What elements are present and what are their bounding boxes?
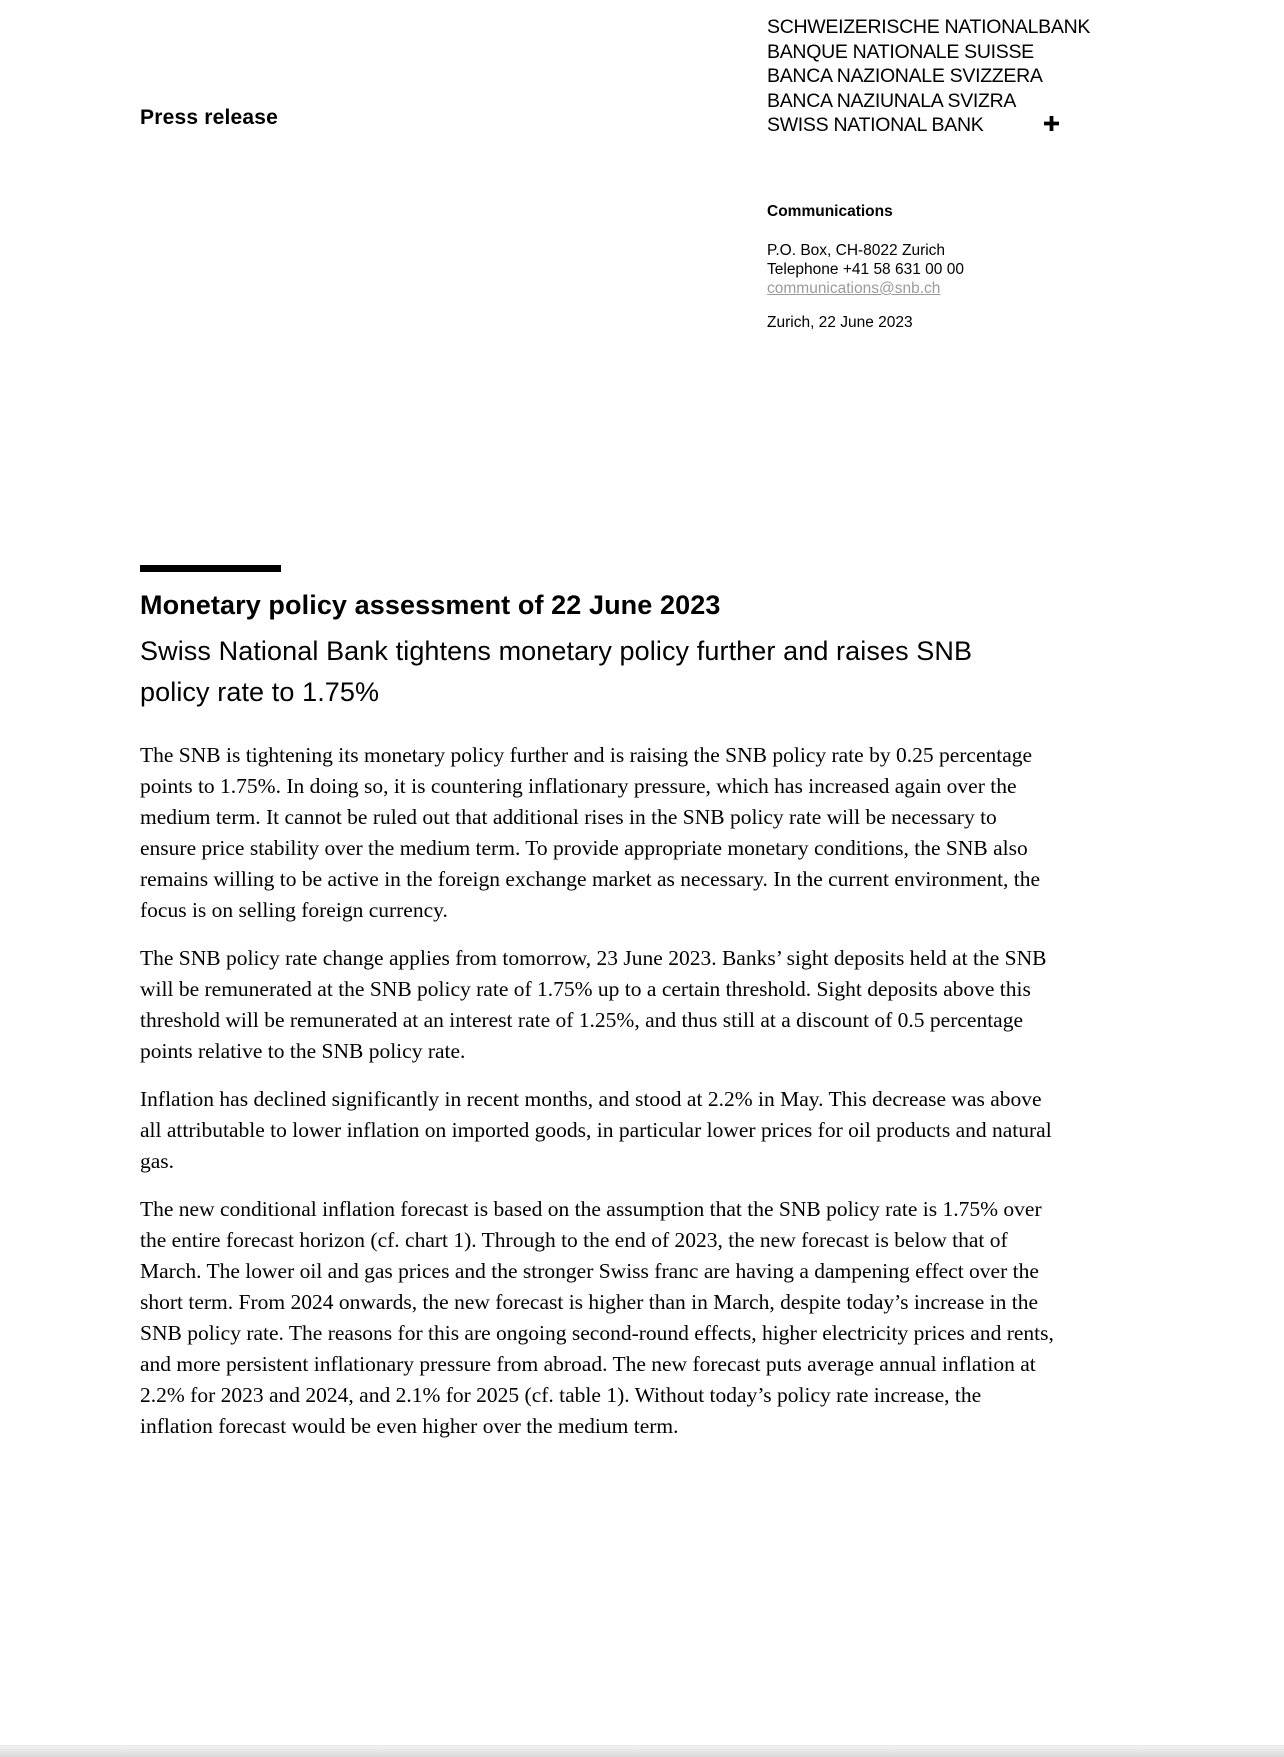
- article-body: [140, 740, 1055, 1459]
- press-release-label: Press release: [140, 106, 279, 129]
- contact-address-block: [767, 241, 964, 298]
- article-subtitle: Swiss National Bank tightens monetary policy further and raises SNB policy rate to 1.75%: [140, 636, 973, 707]
- title-accent-bar: [140, 565, 281, 572]
- address-pobox: P.O. Box, CH-8022 Zurich: [767, 242, 946, 259]
- article-title: Monetary policy assessment of 22 June 2023: [140, 590, 721, 620]
- dateline: Zurich, 22 June 2023: [767, 314, 913, 331]
- page-bottom-edge: [0, 1745, 1284, 1757]
- swiss-cross-icon: [1044, 113, 1059, 138]
- communications-heading: Communications: [767, 203, 893, 220]
- body-paragraph-2: The SNB policy rate change applies from tomorrow, 23 June 2023. Banks’ sight deposits held at the SNB will be remunerated at the SNB policy rate of 1.75% up to a certain threshold. Sight deposits above this threshold will be remunerated at an interest rate of 1.25%, and thus still at a discount of 0.5 percentage points relative to the SNB policy rate.: [140, 946, 1047, 1063]
- logo-line-fr: BANQUE NATIONALE SUISSE: [767, 40, 1034, 63]
- body-paragraph-4: The new conditional inflation forecast is based on the assumption that the SNB policy rate is 1.75% over the entire forecast horizon (cf. chart 1). Through to the end of 2023, the new forecast is below that of March. The lower oil and gas prices and the stronger Swiss franc are having a dampening effect over the short term. From 2024 onwards, the new forecast is higher than in March, despite today’s increase in the SNB policy rate. The reasons for this are ongoing second-round effects, higher electricity prices and rents, and more persistent inflationary pressure from abroad. The new forecast puts average annual inflation at 2.2% for 2023 and 2024, and 2.1% for 2025 (cf. table 1). Without today’s policy rate increase, the inflation forecast would be even higher over the medium term.: [140, 1197, 1054, 1438]
- communications-email-link[interactable]: communications@snb.ch: [767, 280, 941, 297]
- logo-line-de: SCHWEIZERISCHE NATIONALBANK: [767, 16, 1091, 38]
- logo-line-en: SWISS NATIONAL BANK: [767, 114, 984, 136]
- address-telephone: Telephone +41 58 631 00 00: [767, 261, 964, 278]
- logo-line-rm: BANCA NAZIUNALA SVIZRA: [767, 89, 1017, 112]
- logo-line-it: BANCA NAZIONALE SVIZZERA: [767, 65, 1043, 87]
- body-paragraph-3: Inflation has declined significantly in recent months, and stood at 2.2% in May. This decrease was above all attributable to lower inflation on imported goods, in particular lower prices for oil products and natural gas.: [140, 1087, 1052, 1173]
- body-paragraph-1: The SNB is tightening its monetary policy further and is raising the SNB policy rate by 0.25 percentage points to 1.75%. In doing so, it is countering inflationary pressure, which has increased again over the medium term. It cannot be ruled out that additional rises in the SNB policy rate will be necessary to ensure price stability over the medium term. To provide appropriate monetary conditions, the SNB also remains willing to be active in the foreign exchange market as necessary. In the current environment, the focus is on selling foreign currency.: [140, 743, 1041, 922]
- snb-logo-block: [767, 15, 1091, 138]
